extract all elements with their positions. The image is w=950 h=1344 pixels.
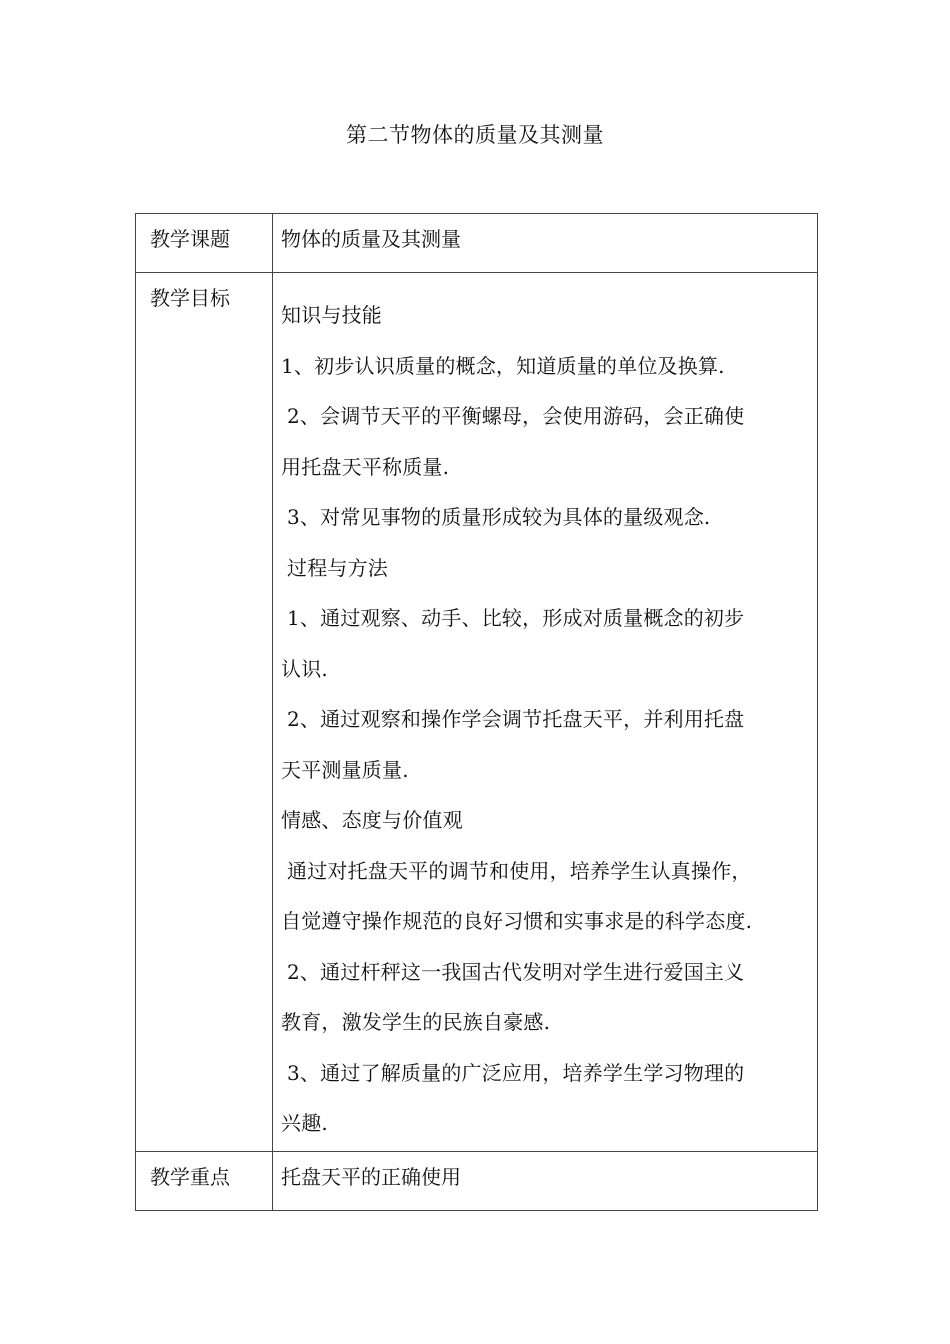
focus-value: 托盘天平的正确使用	[273, 1152, 818, 1211]
objective-heading-emotion: 情感、态度与价值观	[281, 808, 463, 832]
objective-line: 自觉遵守操作规范的良好习惯和实事求是的科学态度.	[281, 909, 753, 933]
objective-line: 2、通过杆秤这一我国古代发明对学生进行爱国主义	[287, 959, 745, 984]
objective-line: 1、通过观察、动手、比较，形成对质量概念的初步	[287, 606, 745, 630]
table-row-objectives	[136, 273, 818, 1152]
objective-line: 1、初步认识质量的概念，知道质量的单位及换算.	[281, 353, 725, 378]
objective-line: 3、对常见事物的质量形成较为具体的量级观念.	[287, 505, 711, 529]
objective-line: 天平测量质量.	[281, 757, 409, 782]
table-row-topic	[136, 214, 818, 273]
objective-line: 用托盘天平称质量.	[281, 454, 450, 479]
objective-line: 认识.	[281, 656, 328, 681]
topic-label: 教学课题	[136, 214, 273, 273]
topic-value: 物体的质量及其测量	[273, 214, 818, 273]
objectives-label: 教学目标	[136, 273, 273, 1152]
objective-line: 教育，激发学生的民族自豪感.	[281, 1010, 551, 1034]
objective-heading-knowledge: 知识与技能	[281, 303, 382, 327]
objective-line: 3、通过了解质量的广泛应用，培养学生学习物理的	[287, 1060, 745, 1085]
objective-heading-process: 过程与方法	[287, 555, 388, 580]
document-title: 第二节物体的质量及其测量	[346, 123, 604, 147]
objective-line: 2、会调节天平的平衡螺母，会使用游码，会正确使	[287, 404, 745, 428]
lesson-plan-table	[135, 213, 818, 1211]
focus-label: 教学重点	[136, 1152, 273, 1211]
objectives-content	[273, 273, 818, 1152]
objective-line: 通过对托盘天平的调节和使用，培养学生认真操作，	[287, 858, 752, 883]
table-row-focus	[136, 1152, 818, 1211]
objective-line: 兴趣.	[281, 1111, 328, 1135]
objective-line: 2、通过观察和操作学会调节托盘天平，并利用托盘	[287, 707, 745, 731]
